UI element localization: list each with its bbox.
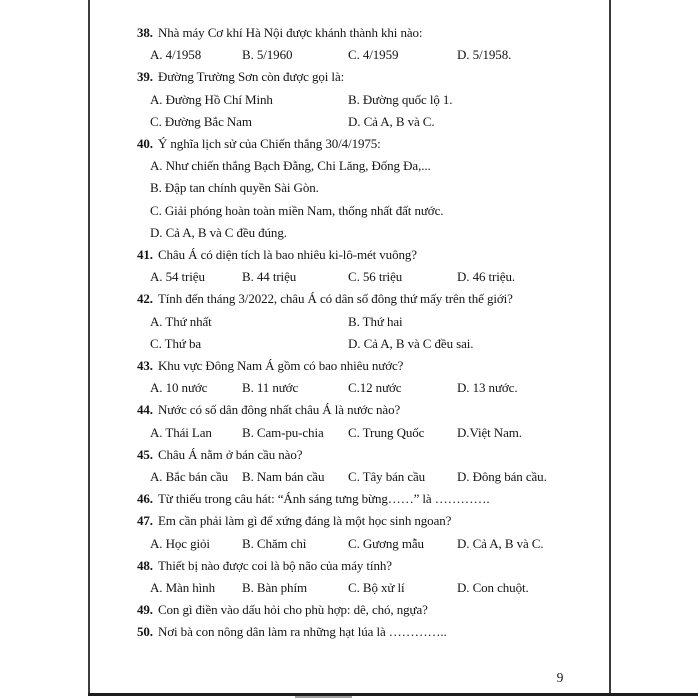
question-text: Em cần phải làm gì để xứng đáng là một học sinh ngoan? <box>157 513 452 528</box>
option-a: A. Thái Lan <box>150 425 212 440</box>
question-47 <box>137 510 451 532</box>
option-b: B. Bàn phím <box>242 580 307 595</box>
question-text: Con gì điền vào dấu hỏi cho phù hợp: dê, chó, ngựa? <box>157 602 428 617</box>
option-b: B. 5/1960 <box>242 47 293 62</box>
option-d: D. Cả A, B và C. <box>348 114 435 129</box>
question-39 <box>137 66 344 88</box>
question-number: 45. <box>137 447 153 462</box>
question-number: 40. <box>137 136 153 151</box>
page-bottom-edge-line <box>88 693 698 696</box>
question-40 <box>137 133 381 155</box>
option-a: A. 4/1958 <box>150 47 202 62</box>
option-d: D. 46 triệu. <box>457 269 516 284</box>
option-d: D. Cả A, B và C. <box>457 536 544 551</box>
question-38 <box>137 22 422 44</box>
option-a: A. Học giỏi <box>150 536 210 551</box>
question-49 <box>137 599 428 621</box>
question-43 <box>137 355 403 377</box>
option-c: C. Bộ xử lí <box>348 580 405 595</box>
option-a: A. Màn hình <box>150 580 215 595</box>
option-b: B. Thứ hai <box>348 314 403 329</box>
option-c: C. Tây bán cầu <box>348 469 426 484</box>
question-number: 46. <box>137 491 153 506</box>
option-a: A. Như chiến thắng Bạch Đằng, Chi Lăng, Đống Đa,... <box>150 158 431 173</box>
option-b: B. Chăm chỉ <box>242 536 307 551</box>
option-b: B. Đường quốc lộ 1. <box>348 92 453 107</box>
option-c: C. Gương mẫu <box>348 536 424 551</box>
question-48 <box>137 555 392 577</box>
question-text: Nơi bà con nông dân làm ra những hạt lúa là ………….. <box>157 624 447 639</box>
option-d: D. 5/1958. <box>457 47 512 62</box>
question-text: Thiết bị nào được coi là bộ não của máy tính? <box>157 558 392 573</box>
question-number: 39. <box>137 69 153 84</box>
option-d: D.Việt Nam. <box>457 425 522 440</box>
question-number: 38. <box>137 25 153 40</box>
page-right-edge-line <box>609 0 611 695</box>
question-text: Khu vực Đông Nam Á gồm có bao nhiêu nước? <box>157 358 404 373</box>
option-a: A. Thứ nhất <box>150 314 212 329</box>
question-45 <box>137 444 302 466</box>
option-d: D. Con chuột. <box>457 580 529 595</box>
question-44 <box>137 399 400 421</box>
page-left-edge-line <box>88 0 90 695</box>
question-42 <box>137 288 513 310</box>
option-c: C. Giải phóng hoàn toàn miền Nam, thống nhất đất nước. <box>150 203 444 218</box>
option-a: A. Đường Hồ Chí Minh <box>150 92 273 107</box>
question-41 <box>137 244 417 266</box>
question-46 <box>137 488 490 510</box>
question-number: 43. <box>137 358 153 373</box>
option-a: A. Bắc bán cầu <box>150 469 229 484</box>
option-c: C. 4/1959 <box>348 47 399 62</box>
question-number: 49. <box>137 602 153 617</box>
option-b: B. 11 nước <box>242 380 299 395</box>
option-d: D. Cả A, B và C đều đúng. <box>150 225 287 240</box>
question-number: 48. <box>137 558 153 573</box>
question-text: Từ thiếu trong câu hát: “Ánh sáng tưng bừng……” là …………. <box>157 491 490 506</box>
scan-smudge <box>295 696 352 698</box>
question-number: 42. <box>137 291 153 306</box>
option-c: C. Đường Bắc Nam <box>150 114 252 129</box>
question-text: Nhà máy Cơ khí Hà Nội được khánh thành khi nào: <box>157 25 423 40</box>
question-number: 50. <box>137 624 153 639</box>
option-b: B. Nam bán cầu <box>242 469 325 484</box>
question-text: Châu Á có diện tích là bao nhiêu ki-lô-mét vuông? <box>157 247 417 262</box>
page-number: 9 <box>556 670 564 685</box>
option-b: B. 44 triệu <box>242 269 297 284</box>
question-text: Châu Á nằm ở bán cầu nào? <box>157 447 303 462</box>
question-text: Nước có số dân đông nhất châu Á là nước nào? <box>157 402 401 417</box>
option-d: D. Cả A, B và C đều sai. <box>348 336 474 351</box>
question-text: Tính đến tháng 3/2022, châu Á có dân số đông thứ mấy trên thế giới? <box>157 291 513 306</box>
option-d: D. 13 nước. <box>457 380 518 395</box>
option-d: D. Đông bán cầu. <box>457 469 547 484</box>
option-b: B. Đập tan chính quyền Sài Gòn. <box>150 180 319 195</box>
option-c: C. Trung Quốc <box>348 425 425 440</box>
option-c: C. 56 triệu <box>348 269 403 284</box>
option-a: A. 10 nước <box>150 380 208 395</box>
option-c: C. Thứ ba <box>150 336 202 351</box>
question-number: 47. <box>137 513 153 528</box>
option-a: A. 54 triệu <box>150 269 205 284</box>
option-b: B. Cam-pu-chia <box>242 425 324 440</box>
question-text: Ý nghĩa lịch sử của Chiến thắng 30/4/1975: <box>157 136 381 151</box>
question-50 <box>137 621 447 643</box>
question-number: 44. <box>137 402 153 417</box>
question-number: 41. <box>137 247 153 262</box>
option-c: C.12 nước <box>348 380 402 395</box>
question-text: Đường Trường Sơn còn được gọi là: <box>157 69 345 84</box>
